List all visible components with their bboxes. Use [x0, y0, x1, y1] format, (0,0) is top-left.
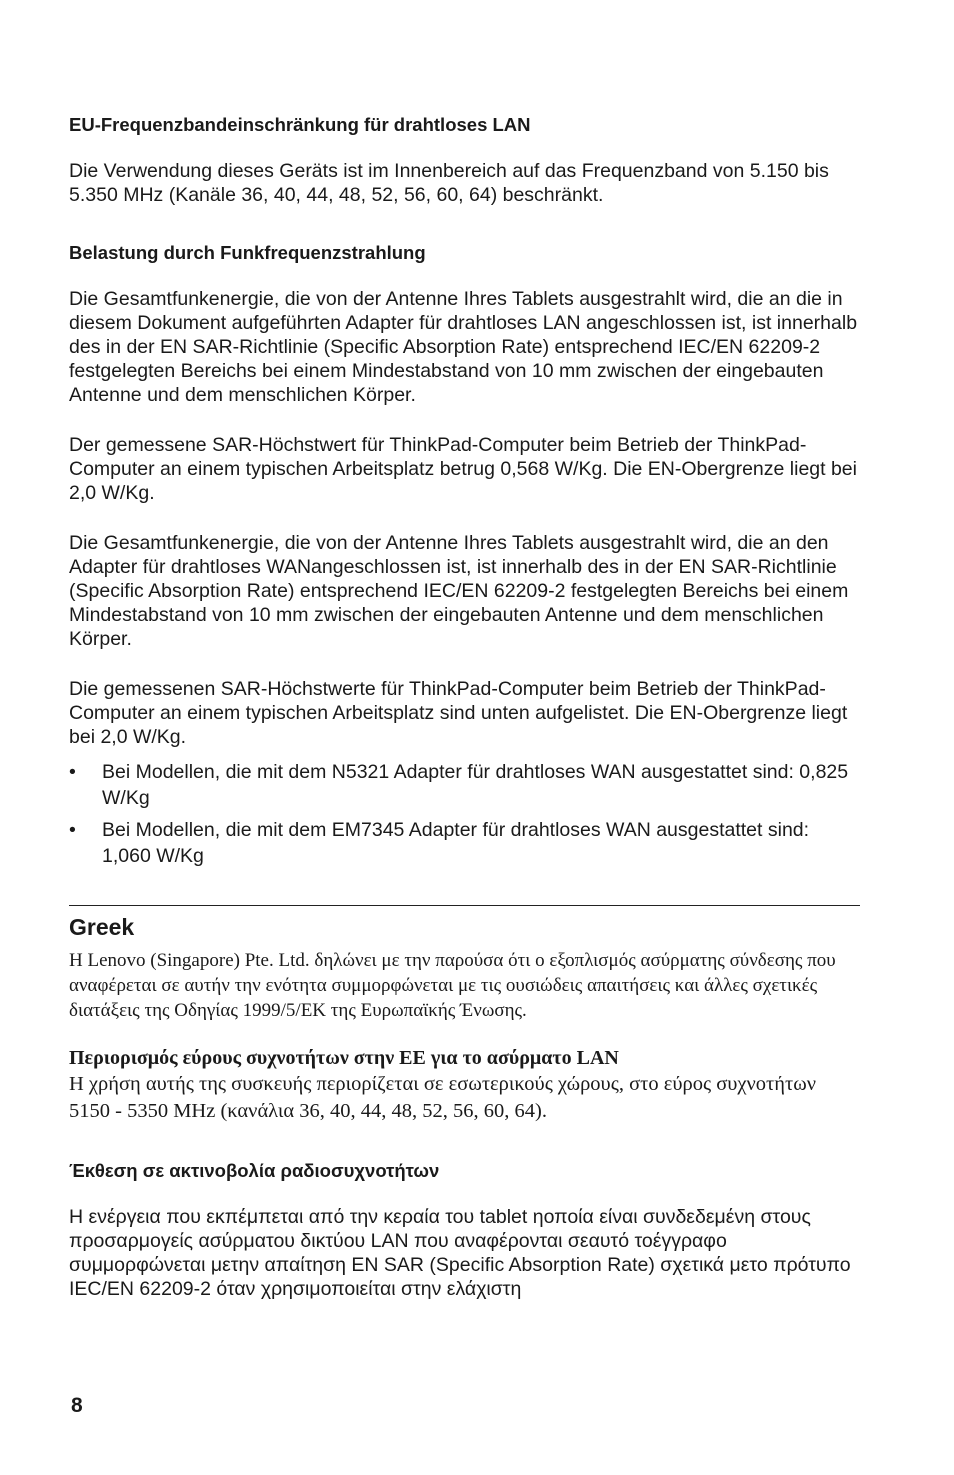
paragraph-rf-2: Der gemessene SAR-Höchstwert für ThinkPad-Computer beim Betrieb der ThinkPad-Computer an einem typischen Arbeitsplatz betrug 0,568 W/Kg. Die EN-Obergrenze liegt bei 2,0 W/Kg.: [69, 434, 857, 504]
list-item-text: Bei Modellen, die mit dem N5321 Adapter für drahtloses WAN ausgestattet sind: 0,825 W/Kg: [102, 761, 849, 809]
paragraph-rf-4: Die gemessenen SAR-Höchstwerte für ThinkPad-Computer beim Betrieb der ThinkPad-Computer an einem typischen Arbeitsplatz sind unten aufgelistet. Die EN-Obergrenze liegt bei 2,0 W/Kg.: [69, 678, 848, 748]
paragraph-greek-rf: Η ενέργεια που εκπέμπεται από την κεραία του tablet ηοποία είναι συνδεδεμένη στους προσαρμογείς ασύρματου δικτύου LAN που αναφέρονται σεαυτό τοέγγραφο συμμορφώνεται μετην απαίτηση EN SAR (Specific Absorption Rate) σχετικά μετο πρότυπο IEC/EN 62209-2 όταν χρησιμοποιείται στην ελάχιστη: [69, 1206, 851, 1300]
heading-greek-band: Περιορισμός εύρους συχνοτήτων στην ΕΕ για το ασύρματο LAN: [69, 1047, 619, 1069]
sar-values-list: [69, 759, 860, 869]
paragraph-greek-intro: Η Lenovo (Singapore) Pte. Ltd. δηλώνει με την παρούσα ότι ο εξοπλισμός ασύρματης σύνδεσης που αναφέρεται σε αυτήν την ενότητα συμμορφώνεται με τις ουσιώδεις απαιτήσεις και άλλες σχετικές διατάξεις της Οδηγίας 1999/5/ΕΚ της Ευρωπαϊκής Ένωσης.: [69, 950, 836, 1021]
bullet-icon: •: [69, 761, 76, 783]
list-item: [69, 817, 860, 869]
paragraph-rf-3: Die Gesamtfunkenergie, die von der Antenne Ihres Tablets ausgestrahlt wird, die an den Adapter für drahtloses WANangeschlossen ist, ist innerhalb des in der EN SAR-Richtlinie (Specific Absorption Rate) entsprechend IEC/EN 62209-2 festgelegten Bereichs bei einem Mindestabstand von 10 mm zwischen der eingebauten Antenne und dem menschlichen Körper.: [69, 532, 849, 650]
list-item: [69, 759, 860, 811]
heading-greek-rf-exposure: Έκθεση σε ακτινοβολία ραδιοσυχνοτήτων: [69, 1160, 440, 1181]
bullet-icon: •: [69, 819, 76, 841]
section-divider: [69, 905, 860, 906]
heading-eu-frequency-band: EU-Frequenzbandeinschränkung für drahtloses LAN: [69, 114, 531, 135]
heading-rf-exposure: Belastung durch Funkfrequenzstrahlung: [69, 242, 426, 263]
paragraph-rf-1: Die Gesamtfunkenergie, die von der Antenne Ihres Tablets ausgestrahlt wird, die an die in diesem Dokument aufgeführten Adapter für drahtloses LAN angeschlossen ist, ist innerhalb des in der EN SAR-Richtlinie (Specific Absorption Rate) entsprechend IEC/EN 62209-2 festgelegten Bereichs bei einem Mindestabstand von 10 mm zwischen der eingebauten Antenne und dem menschlichen Körper.: [69, 288, 858, 406]
page-number: 8: [71, 1394, 83, 1417]
document-page: [69, 113, 860, 1323]
heading-greek: Greek: [69, 914, 135, 940]
list-item-text: Bei Modellen, die mit dem EM7345 Adapter für drahtloses WAN ausgestattet sind: 1,060 W/Kg: [102, 819, 810, 867]
paragraph-greek-band: Η χρήση αυτής της συσκευής περιορίζεται σε εσωτερικούς χώρους, στο εύρος συχνοτήτων 5150 - 5350 MHz (κανάλια 36, 40, 44, 48, 52, 56, 60, 64).: [69, 1073, 816, 1122]
paragraph-eu-band: Die Verwendung dieses Geräts ist im Innenbereich auf das Frequenzband von 5.150 bis 5.350 MHz (Kanäle 36, 40, 44, 48, 52, 56, 60, 64) beschränkt.: [69, 160, 829, 206]
